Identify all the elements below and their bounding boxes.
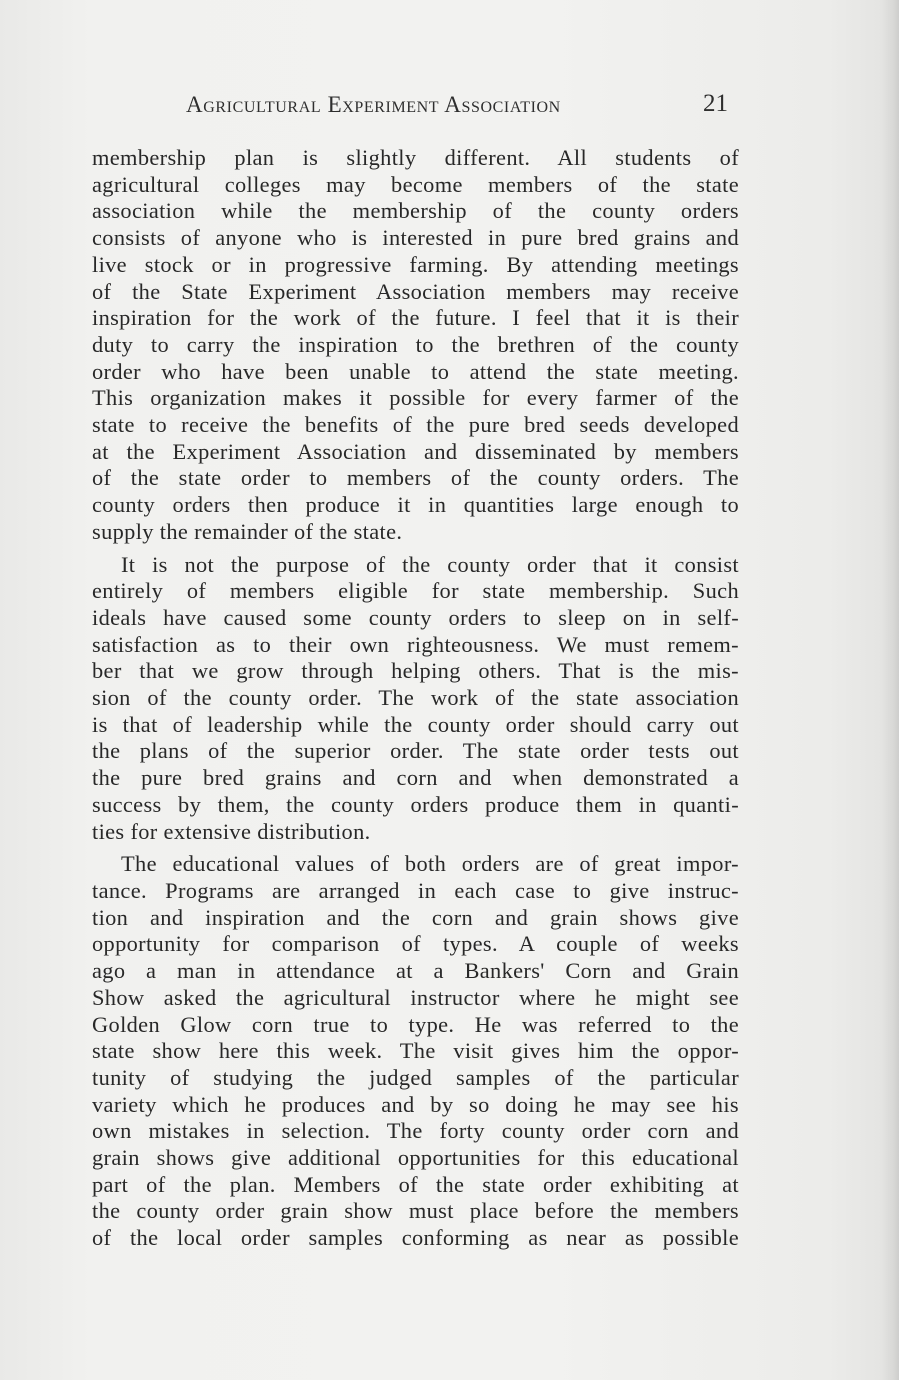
page-header — [186, 88, 728, 124]
text-line: Show asked the agricultural instructor where he might see — [92, 984, 739, 1010]
paragraph-3 — [92, 851, 739, 1252]
page-edge-shadow — [881, 0, 899, 1380]
text-line: consists of anyone who is interested in pure bred grains and — [92, 225, 739, 251]
text-line: is that of leadership while the county order should carry out — [92, 711, 739, 737]
text-line: ties for extensive distribution. — [92, 818, 371, 844]
text-line: of the local order samples conforming as near as possible — [92, 1225, 739, 1251]
text-line: tion and inspiration and the corn and grain shows give — [92, 904, 739, 930]
text-line: of the state order to members of the county orders. The — [92, 465, 739, 491]
text-line: ago a man in attendance at a Bankers' Corn and Grain — [92, 958, 739, 984]
text-line: the pure bred grains and corn and when demonstrated a — [92, 765, 739, 791]
running-head: Agricultural Experiment Association — [186, 92, 561, 117]
text-line: opportunity for comparison of types. A couple of weeks — [92, 931, 739, 957]
text-line: association while the membership of the county orders — [92, 198, 739, 224]
text-line: inspiration for the work of the future. I feel that it is their — [92, 305, 739, 331]
text-line: live stock or in progressive farming. By attending meetings — [92, 251, 739, 277]
text-line: grain shows give additional opportunities for this educational — [92, 1145, 739, 1171]
text-line: state to receive the benefits of the pure bred seeds developed — [92, 412, 739, 438]
text-line: the county order grain show must place before the members — [92, 1198, 739, 1224]
text-line: duty to carry the inspiration to the brethren of the county — [92, 331, 739, 357]
text-line: agricultural colleges may become members of the state — [92, 171, 739, 197]
text-line: part of the plan. Members of the state order exhibiting at — [92, 1171, 739, 1197]
text-line: entirely of members eligible for state membership. Such — [92, 578, 739, 604]
page-number: 21 — [703, 90, 728, 117]
text-line: at the Experiment Association and disseminated by members — [92, 438, 739, 464]
text-line: Golden Glow corn true to type. He was referred to the — [92, 1011, 739, 1037]
text-line: supply the remainder of the state. — [92, 518, 403, 544]
text-line: state show here this week. The visit gives him the oppor- — [92, 1038, 739, 1064]
text-line: The educational values of both orders are of great impor- — [121, 851, 739, 877]
text-line: county orders then produce it in quantities large enough to — [92, 492, 739, 518]
text-line: variety which he produces and by so doing he may see his — [92, 1091, 739, 1117]
text-line: It is not the purpose of the county order that it consist — [121, 551, 739, 577]
paragraph-1 — [92, 145, 739, 546]
text-line: sion of the county order. The work of the state association — [92, 685, 739, 711]
text-line: This organization makes it possible for every farmer of the — [92, 385, 739, 411]
text-line: membership plan is slightly different. All students of — [92, 145, 739, 170]
text-line: satisfaction as to their own righteousness. We must remem- — [92, 631, 739, 657]
text-line: ideals have caused some county orders to sleep on in self- — [92, 604, 739, 630]
text-line: the plans of the superior order. The state order tests out — [92, 738, 739, 764]
text-line: tance. Programs are arranged in each case to give instruc- — [92, 877, 739, 903]
text-line: success by them, the county orders produce them in quanti- — [92, 791, 739, 817]
text-line: order who have been unable to attend the state meeting. — [92, 358, 739, 384]
text-line: tunity of studying the judged samples of the particular — [92, 1064, 739, 1090]
text-line: own mistakes in selection. The forty county order corn and — [92, 1118, 739, 1144]
text-line: ber that we grow through helping others. That is the mis- — [92, 658, 739, 684]
text-line: of the State Experiment Association members may receive — [92, 278, 739, 304]
body-text — [92, 145, 739, 1252]
paragraph-2 — [92, 552, 739, 846]
